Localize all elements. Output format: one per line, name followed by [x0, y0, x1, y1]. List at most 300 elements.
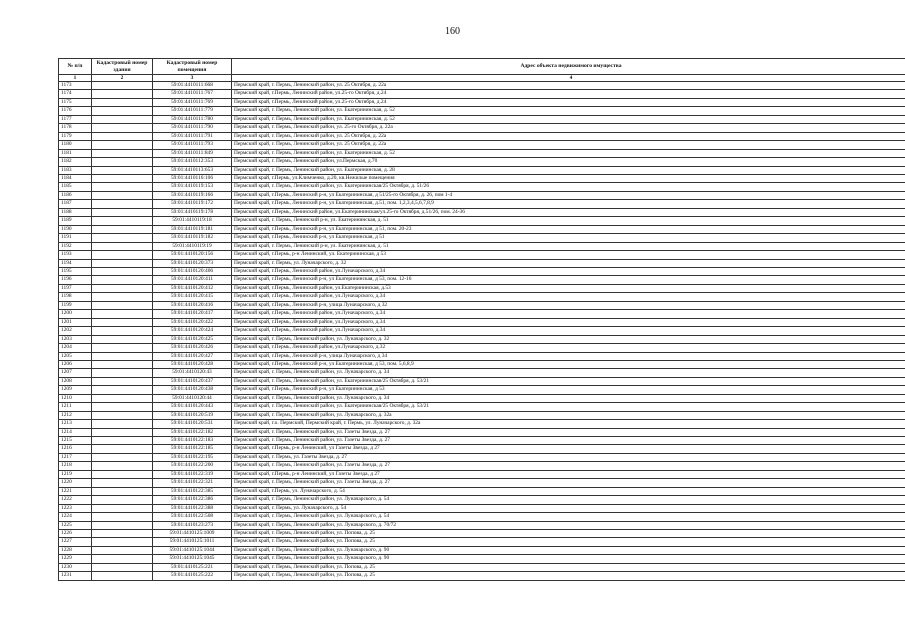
address-cell: Пермский край, г.Пермь, Ленинский район, ул.25-го Октября, д.24 — [232, 98, 905, 106]
building-cadastral-cell — [92, 572, 153, 580]
premises-cadastral-cell: 59:01:4410119:182 — [153, 234, 232, 242]
address-cell: Пермский край, г.Пермь, Ленинский р-н, ул Екатерининская, д 53, пом. 5,6,8,9 — [232, 360, 905, 368]
table-row — [59, 149, 905, 157]
table-row — [59, 411, 905, 419]
building-cadastral-cell — [92, 327, 153, 335]
address-cell: Пермский край, г. Пермь, Ленинский район, ул. Луначарского, д. 34 — [232, 394, 905, 402]
building-cadastral-cell — [92, 479, 153, 487]
building-cadastral-cell — [92, 403, 153, 411]
row-number-cell: 1216 — [59, 445, 92, 453]
row-number-cell: 1230 — [59, 563, 92, 571]
row-number-cell: 1179 — [59, 132, 92, 140]
header-premises-cadastral-number: Кадастровый номер помещения — [153, 59, 232, 75]
column-number: 1 — [59, 75, 92, 82]
row-number-cell: 1173 — [59, 82, 92, 90]
address-cell: Пермский край, г. Пермь, Ленинский район, ул. Луначарского, д. 34 — [232, 369, 905, 377]
address-cell: Пермский край, г. Пермь, Ленинский район, ул. Попова, д. 25 — [232, 572, 905, 580]
table-row — [59, 301, 905, 309]
table-row — [59, 521, 905, 529]
address-cell: Пермский край, г.Пермь, Ленинский район, ул.Луначарского, д.32 — [232, 344, 905, 352]
table-row — [59, 242, 905, 250]
address-cell: Пермский край, г.Пермь, Ленинский р-н, ул Екатерининская, д 51 — [232, 234, 905, 242]
table-row — [59, 479, 905, 487]
premises-cadastral-cell: 59:01:4410111:779 — [153, 107, 232, 115]
column-number: 4 — [232, 75, 905, 82]
premises-cadastral-cell: 59:01:4410122:321 — [153, 479, 232, 487]
premises-cadastral-cell: 59:01:4410119:153 — [153, 183, 232, 191]
row-number-cell: 1226 — [59, 530, 92, 538]
row-number-cell: 1218 — [59, 462, 92, 470]
table-row — [59, 225, 905, 233]
building-cadastral-cell — [92, 386, 153, 394]
row-number-cell: 1224 — [59, 513, 92, 521]
premises-cadastral-cell: 59:01:4410111:849 — [153, 149, 232, 157]
address-cell: Пермский край, г.Пермь, р-н Ленинский, ул Газеты Звезда, д 27 — [232, 445, 905, 453]
premises-cadastral-cell: 59:01:4410120:443 — [153, 403, 232, 411]
building-cadastral-cell — [92, 377, 153, 385]
building-cadastral-cell — [92, 487, 153, 495]
address-cell: Пермский край, г. Пермь, Ленинский район, ул. Екатерининская, д. 28 — [232, 166, 905, 174]
premises-cadastral-cell: 59:01:4410122:388 — [153, 504, 232, 512]
building-cadastral-cell — [92, 217, 153, 225]
table-row — [59, 513, 905, 521]
table-row — [59, 90, 905, 98]
premises-cadastral-cell: 59:01:4410119:178 — [153, 208, 232, 216]
building-cadastral-cell — [92, 546, 153, 554]
building-cadastral-cell — [92, 293, 153, 301]
table-row — [59, 174, 905, 182]
premises-cadastral-cell: 59:01:4410112:353 — [153, 158, 232, 166]
premises-cadastral-cell: 59:01:4410122:386 — [153, 496, 232, 504]
building-cadastral-cell — [92, 225, 153, 233]
premises-cadastral-cell: 59:01:4410120:373 — [153, 259, 232, 267]
table-row — [59, 217, 905, 225]
building-cadastral-cell — [92, 149, 153, 157]
address-cell: Пермский край, г. Пермь, Ленинский район, ул. Екатерининская, д. 52 — [232, 107, 905, 115]
table-row — [59, 183, 905, 191]
table-row — [59, 124, 905, 132]
table-row — [59, 310, 905, 318]
table-row — [59, 318, 905, 326]
row-number-cell: 1223 — [59, 504, 92, 512]
address-cell: Пермский край, г.Пермь, Ленинский район, ул.Луначарского, д.34 — [232, 310, 905, 318]
address-cell: Пермский край, г. Пермь, Ленинский район, ул. Луначарского, д. 54 — [232, 513, 905, 521]
building-cadastral-cell — [92, 563, 153, 571]
address-cell: Пермский край, г. Пермь, Ленинский район, ул. 25-го Октября, д. 22а — [232, 124, 905, 132]
address-cell: Пермский край, г. Пермь, Ленинский район, ул. Луначарского, д. 90 — [232, 546, 905, 554]
row-number-cell: 1193 — [59, 251, 92, 259]
row-number-cell: 1190 — [59, 225, 92, 233]
table-row — [59, 496, 905, 504]
page-number: 160 — [445, 26, 460, 37]
row-number-cell: 1178 — [59, 124, 92, 132]
table-row — [59, 107, 905, 115]
premises-cadastral-cell: 59:01:4410125:1011 — [153, 538, 232, 546]
building-cadastral-cell — [92, 259, 153, 267]
address-cell: Пермский край, г. Пермь, Ленинский район, ул. Попова, д. 25 — [232, 563, 905, 571]
building-cadastral-cell — [92, 158, 153, 166]
row-number-cell: 1209 — [59, 386, 92, 394]
building-cadastral-cell — [92, 437, 153, 445]
building-cadastral-cell — [92, 276, 153, 284]
premises-cadastral-cell: 59:01:4410120:406 — [153, 267, 232, 275]
building-cadastral-cell — [92, 251, 153, 259]
address-cell: Пермский край, г.Пермь, Ленинский район, ул.Луначарского, д.34 — [232, 318, 905, 326]
building-cadastral-cell — [92, 394, 153, 402]
row-number-cell: 1192 — [59, 242, 92, 250]
column-number-row — [59, 75, 905, 82]
premises-cadastral-cell: 59:01:4410119:172 — [153, 200, 232, 208]
row-number-cell: 1214 — [59, 428, 92, 436]
premises-cadastral-cell: 59:01:4410120:428 — [153, 360, 232, 368]
row-number-cell: 1205 — [59, 352, 92, 360]
row-number-cell: 1187 — [59, 200, 92, 208]
premises-cadastral-cell: 59:01:4410122:185 — [153, 445, 232, 453]
address-cell: Пермский край, г. Пермь, Ленинский район, ул. 25 Октября, д. 22а — [232, 82, 905, 90]
building-cadastral-cell — [92, 174, 153, 182]
premises-cadastral-cell: 59:01:4410122:195 — [153, 453, 232, 461]
address-cell: Пермский край, г. Пермь, Ленинский район, ул. Газеты Звезда, д. 27 — [232, 462, 905, 470]
building-cadastral-cell — [92, 420, 153, 428]
premises-cadastral-cell: 59:01:4410119:181 — [153, 225, 232, 233]
premises-cadastral-cell: 59:01:4410120:415 — [153, 293, 232, 301]
premises-cadastral-cell: 59:01:4410120:424 — [153, 327, 232, 335]
building-cadastral-cell — [92, 344, 153, 352]
building-cadastral-cell — [92, 115, 153, 123]
premises-cadastral-cell: 59:01:4410111:767 — [153, 90, 232, 98]
table-row — [59, 352, 905, 360]
table-row — [59, 453, 905, 461]
table-row — [59, 572, 905, 580]
premises-cadastral-cell: 59:01:4410120:531 — [153, 420, 232, 428]
building-cadastral-cell — [92, 555, 153, 563]
address-cell: Пермский край, г.Пермь, Ленинский р-н, ул Екатерининская, д 51, пом. 20-23 — [232, 225, 905, 233]
column-number: 3 — [153, 75, 232, 82]
address-cell: Пермский край, г.Пермь, Ленинский р-н, ул Екатерининская, д 53, пом. 12-16 — [232, 276, 905, 284]
table-row — [59, 259, 905, 267]
row-number-cell: 1225 — [59, 521, 92, 529]
table-row — [59, 251, 905, 259]
table-row — [59, 200, 905, 208]
premises-cadastral-cell: 59:01:4410120:412 — [153, 284, 232, 292]
address-cell: Пермский край, г. Пермь, Ленинский район, ул. Екатерининская, д. 52 — [232, 115, 905, 123]
header-building-cadastral-number: Кадастровый номер здания — [92, 59, 153, 75]
row-number-cell: 1204 — [59, 344, 92, 352]
row-number-cell: 1199 — [59, 301, 92, 309]
address-cell: Пермский край, г.Пермь, Ленинский р-н, ул Екатерининская, д 51/25-го Октября, д. 26, пом 1-4 — [232, 191, 905, 199]
building-cadastral-cell — [92, 462, 153, 470]
table-row — [59, 293, 905, 301]
table-row — [59, 132, 905, 140]
address-cell: Пермский край, г.Пермь, р-н Ленинский, ул. Екатерининская, д 53 — [232, 251, 905, 259]
table-row — [59, 445, 905, 453]
address-cell: Пермский край, г. Пермь, Ленинский район, ул. Екатерининская/25 Октября, д. 53/21 — [232, 377, 905, 385]
building-cadastral-cell — [92, 445, 153, 453]
table-row — [59, 428, 905, 436]
row-number-cell: 1211 — [59, 403, 92, 411]
building-cadastral-cell — [92, 234, 153, 242]
premises-cadastral-cell: 59:01:4410111:668 — [153, 82, 232, 90]
premises-cadastral-cell: 59:01:4410120:437 — [153, 377, 232, 385]
table-row — [59, 462, 905, 470]
premises-cadastral-cell: 59:01:4410122:319 — [153, 470, 232, 478]
premises-cadastral-cell: 59:01:4410125:1044 — [153, 546, 232, 554]
row-number-cell: 1191 — [59, 234, 92, 242]
building-cadastral-cell — [92, 411, 153, 419]
row-number-cell: 1182 — [59, 158, 92, 166]
building-cadastral-cell — [92, 124, 153, 132]
header-row-number: № п/п — [59, 59, 92, 75]
address-cell: Пермский край, г.Пермь, Ленинский р-н, улица Луначарского, д 32 — [232, 301, 905, 309]
row-number-cell: 1185 — [59, 183, 92, 191]
premises-cadastral-cell: 59:01:4410122:182 — [153, 428, 232, 436]
address-cell: Пермский край, г.Пермь, р-н Ленинский, ул Газеты Звезда, д 27 — [232, 470, 905, 478]
building-cadastral-cell — [92, 107, 153, 115]
address-cell: Пермский край, г. Пермь, Ленинский район, ул. Газеты Звезда, д. 27 — [232, 437, 905, 445]
row-number-cell: 1188 — [59, 208, 92, 216]
address-cell: Пермский край, г. Пермь, Ленинский район, ул.Пермская, д.70 — [232, 158, 905, 166]
premises-cadastral-cell: 59:01:4410111:790 — [153, 124, 232, 132]
address-cell: Пермский край, г. Пермь, Ленинский район, ул. Луначарского, д. 32 — [232, 335, 905, 343]
premises-cadastral-cell: 59:01:4410116:106 — [153, 174, 232, 182]
table-row — [59, 267, 905, 275]
premises-cadastral-cell: 59:01:4410120:427 — [153, 352, 232, 360]
building-cadastral-cell — [92, 132, 153, 140]
address-cell: Пермский край, г.Пермь, ул. Луначарского, д. 54 — [232, 487, 905, 495]
row-number-cell: 1217 — [59, 453, 92, 461]
row-number-cell: 1194 — [59, 259, 92, 267]
premises-cadastral-cell: 59:01:4410120:417 — [153, 310, 232, 318]
row-number-cell: 1212 — [59, 411, 92, 419]
address-cell: Пермский край, г. Пермь, Ленинский район, ул. Луначарского, д. 32а — [232, 411, 905, 419]
row-number-cell: 1231 — [59, 572, 92, 580]
building-cadastral-cell — [92, 352, 153, 360]
building-cadastral-cell — [92, 82, 153, 90]
building-cadastral-cell — [92, 191, 153, 199]
row-number-cell: 1203 — [59, 335, 92, 343]
address-cell: Пермский край, г.Пермь, Ленинский район, ул.Екатерининская, д.53 — [232, 284, 905, 292]
building-cadastral-cell — [92, 267, 153, 275]
table-row — [59, 437, 905, 445]
row-number-cell: 1220 — [59, 479, 92, 487]
row-number-cell: 1200 — [59, 310, 92, 318]
premises-cadastral-cell: 59:01:4410122:183 — [153, 437, 232, 445]
address-cell: Пермский край, г.Пермь, Ленинский район, ул.Луначарского, д.34 — [232, 327, 905, 335]
premises-cadastral-cell: 59:01:4410120:416 — [153, 301, 232, 309]
address-cell: Пермский край, г. Пермь, Ленинский район, ул. Луначарского, д. 90 — [232, 555, 905, 563]
row-number-cell: 1227 — [59, 538, 92, 546]
table-row — [59, 115, 905, 123]
row-number-cell: 1183 — [59, 166, 92, 174]
building-cadastral-cell — [92, 90, 153, 98]
table-body — [59, 82, 905, 581]
table-row — [59, 555, 905, 563]
table-row — [59, 166, 905, 174]
row-number-cell: 1175 — [59, 98, 92, 106]
premises-cadastral-cell: 59:01:4410125:221 — [153, 563, 232, 571]
table-row — [59, 369, 905, 377]
address-cell: Пермский край, г.Пермь, Ленинский район, ул.Луначарского, д.34 — [232, 293, 905, 301]
building-cadastral-cell — [92, 530, 153, 538]
address-cell: Пермский край, г. Пермь, ул. Газеты Звезда, д. 27 — [232, 453, 905, 461]
building-cadastral-cell — [92, 513, 153, 521]
row-number-cell: 1206 — [59, 360, 92, 368]
building-cadastral-cell — [92, 428, 153, 436]
premises-cadastral-cell: 59:01:4410120:411 — [153, 276, 232, 284]
row-number-cell: 1215 — [59, 437, 92, 445]
table-row — [59, 284, 905, 292]
building-cadastral-cell — [92, 183, 153, 191]
row-number-cell: 1184 — [59, 174, 92, 182]
premises-cadastral-cell: 59:01:4410123:273 — [153, 521, 232, 529]
address-cell: Пермский край, г. Пермь, Ленинский район, ул. Попова, д. 25 — [232, 538, 905, 546]
table-row — [59, 487, 905, 495]
property-register-table — [58, 58, 905, 581]
row-number-cell: 1176 — [59, 107, 92, 115]
premises-cadastral-cell: 59:01:4410119:18 — [153, 217, 232, 225]
row-number-cell: 1229 — [59, 555, 92, 563]
row-number-cell: 1228 — [59, 546, 92, 554]
building-cadastral-cell — [92, 496, 153, 504]
premises-cadastral-cell: 59:01:4410111:793 — [153, 141, 232, 149]
premises-cadastral-cell: 59:01:4410120:519 — [153, 411, 232, 419]
row-number-cell: 1207 — [59, 369, 92, 377]
table-row — [59, 158, 905, 166]
table-row — [59, 563, 905, 571]
table-row — [59, 276, 905, 284]
address-cell: Пермский край, г. Пермь, Ленинский район, ул. 25 Октября, д. 22а — [232, 132, 905, 140]
row-number-cell: 1219 — [59, 470, 92, 478]
table-row — [59, 141, 905, 149]
building-cadastral-cell — [92, 335, 153, 343]
address-cell: Пермский край, г. Пермь, ул. Луначарского, д. 54 — [232, 504, 905, 512]
premises-cadastral-cell: 59:01:4410122:200 — [153, 462, 232, 470]
table-row — [59, 386, 905, 394]
row-number-cell: 1189 — [59, 217, 92, 225]
address-cell: Пермский край, г. Пермь, Ленинский район, ул. Екатерининская, д. 52 — [232, 149, 905, 157]
building-cadastral-cell — [92, 360, 153, 368]
table-row — [59, 234, 905, 242]
row-number-cell: 1222 — [59, 496, 92, 504]
table-row — [59, 360, 905, 368]
premises-cadastral-cell: 59:01:4410111:780 — [153, 115, 232, 123]
premises-cadastral-cell: 59:01:4410120:425 — [153, 335, 232, 343]
table-row — [59, 470, 905, 478]
table-row — [59, 504, 905, 512]
row-number-cell: 1195 — [59, 267, 92, 275]
building-cadastral-cell — [92, 369, 153, 377]
address-cell: Пермский край, г.Пермь, Ленинский р-н, улица Луначарского, д 34 — [232, 352, 905, 360]
address-cell: Пермский край, г. Пермь, Ленинский район, ул. 25 Октября, д. 22а — [232, 141, 905, 149]
building-cadastral-cell — [92, 284, 153, 292]
address-cell: Пермский край, г. Пермь, Ленинский район, ул. Газеты Звезда, д. 27 — [232, 428, 905, 436]
address-cell: Пермский край, г.Пермь, ул.Климченко, д.20, кв.Нежилые помещения — [232, 174, 905, 182]
address-cell: Пермский край, г. Пермь, Ленинский район, ул. Екатерининская/25 Октября, д. 53/21 — [232, 403, 905, 411]
row-number-cell: 1213 — [59, 420, 92, 428]
table-header-row — [59, 59, 905, 75]
premises-cadastral-cell: 59:01:4410125:1045 — [153, 555, 232, 563]
premises-cadastral-cell: 59:01:4410125:222 — [153, 572, 232, 580]
address-cell: Пермский край, г. Пермь, Ленинский район, ул. Попова, д. 25 — [232, 530, 905, 538]
building-cadastral-cell — [92, 200, 153, 208]
table-row — [59, 538, 905, 546]
table-row — [59, 82, 905, 90]
building-cadastral-cell — [92, 521, 153, 529]
premises-cadastral-cell: 59:01:4410111:791 — [153, 132, 232, 140]
premises-cadastral-cell: 59:01:4410120:43 — [153, 369, 232, 377]
address-cell: Пермский край, г. Пермь, Ленинский район, ул. Екатерининская/25 Октября, д. 51/26 — [232, 183, 905, 191]
address-cell: Пермский край, г.Пермь, Ленинский р-н, ул Екатерининская, д.51, пом. 1,2,3,4,5,6,7,8,9 — [232, 200, 905, 208]
table-row — [59, 344, 905, 352]
premises-cadastral-cell: 59:01:4410120:422 — [153, 318, 232, 326]
row-number-cell: 1196 — [59, 276, 92, 284]
row-number-cell: 1177 — [59, 115, 92, 123]
row-number-cell: 1186 — [59, 191, 92, 199]
building-cadastral-cell — [92, 470, 153, 478]
premises-cadastral-cell: 59:01:4410113:653 — [153, 166, 232, 174]
building-cadastral-cell — [92, 242, 153, 250]
premises-cadastral-cell: 59:01:4410120:426 — [153, 344, 232, 352]
address-cell: Пермский край, г.Пермь, Ленинский район, ул.Екатерининская/ул.25-го Октября, д.51/26, пом. 24-36 — [232, 208, 905, 216]
table-row — [59, 420, 905, 428]
building-cadastral-cell — [92, 318, 153, 326]
address-cell: Пермский край, г.Пермь, Ленинский район, ул.Луначарского, д.34 — [232, 267, 905, 275]
header-property-address: Адрес объекта недвижимого имущества — [232, 59, 905, 75]
table-row — [59, 546, 905, 554]
building-cadastral-cell — [92, 504, 153, 512]
premises-cadastral-cell: 59:01:4410120:438 — [153, 386, 232, 394]
premises-cadastral-cell: 59:01:4410120:44 — [153, 394, 232, 402]
address-cell: Пермский край, г.Пермь, Ленинский р-н, ул Екатерининская, д 53 — [232, 386, 905, 394]
row-number-cell: 1208 — [59, 377, 92, 385]
row-number-cell: 1202 — [59, 327, 92, 335]
building-cadastral-cell — [92, 538, 153, 546]
building-cadastral-cell — [92, 141, 153, 149]
row-number-cell: 1198 — [59, 293, 92, 301]
table-row — [59, 530, 905, 538]
row-number-cell: 1180 — [59, 141, 92, 149]
address-cell: Пермский край, г. Пермь, ул. Луначарского, д. 32 — [232, 259, 905, 267]
address-cell: Пермский край, г. Пермь, Ленинский р-н, ул. Екатерининская, д. 51 — [232, 217, 905, 225]
table-row — [59, 208, 905, 216]
building-cadastral-cell — [92, 98, 153, 106]
table-row — [59, 377, 905, 385]
building-cadastral-cell — [92, 310, 153, 318]
table-row — [59, 327, 905, 335]
row-number-cell: 1174 — [59, 90, 92, 98]
premises-cadastral-cell: 59:01:4410111:769 — [153, 98, 232, 106]
row-number-cell: 1201 — [59, 318, 92, 326]
table-row — [59, 98, 905, 106]
address-cell: Пермский край, г.о. Пермский, Пермский край, г. Пермь, ул. Луначарского, д. 32а — [232, 420, 905, 428]
column-number: 2 — [92, 75, 153, 82]
premises-cadastral-cell: 59:01:4410119:166 — [153, 191, 232, 199]
row-number-cell: 1210 — [59, 394, 92, 402]
building-cadastral-cell — [92, 166, 153, 174]
address-cell: Пермский край, г. Пермь, Ленинский район, ул. Луначарского, д. 70/72 — [232, 521, 905, 529]
address-cell: Пермский край, г. Пермь, Ленинский район, ул. Луначарского, д. 54 — [232, 496, 905, 504]
address-cell: Пермский край, г.Пермь, Ленинский район, ул.25-го Октября, д.24 — [232, 90, 905, 98]
table-row — [59, 403, 905, 411]
premises-cadastral-cell: 59:01:4410122:508 — [153, 513, 232, 521]
row-number-cell: 1181 — [59, 149, 92, 157]
premises-cadastral-cell: 59:01:4410122:385 — [153, 487, 232, 495]
table-row — [59, 191, 905, 199]
building-cadastral-cell — [92, 301, 153, 309]
premises-cadastral-cell: 59:01:4410125:1009 — [153, 530, 232, 538]
building-cadastral-cell — [92, 208, 153, 216]
premises-cadastral-cell: 59:01:4410120:156 — [153, 251, 232, 259]
